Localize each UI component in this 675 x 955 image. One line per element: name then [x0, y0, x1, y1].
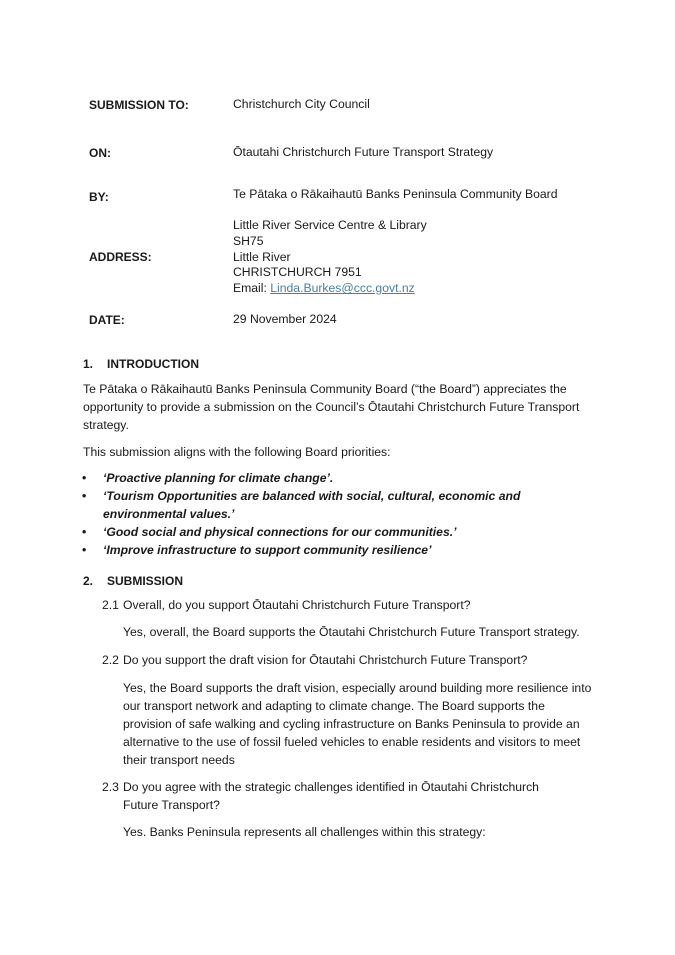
- item-number: 2.1: [102, 598, 119, 612]
- item-answer: Yes. Banks Peninsula represents all challenges within this strategy:: [123, 825, 486, 839]
- address-line: Little River Service Centre & Library: [233, 218, 427, 232]
- priority-item: • ‘Improve infrastructure to support community resilience’: [82, 541, 582, 559]
- section-1-number: 1.: [83, 357, 94, 371]
- section-2-heading: SUBMISSION: [107, 574, 184, 588]
- submission-to-value: Christchurch City Council: [233, 97, 370, 111]
- priorities-intro: This submission aligns with the following Board priorities:: [83, 445, 391, 459]
- item-question: Do you agree with the strategic challenges identified in Ōtautahi Christchurch Future Transport?: [123, 780, 539, 812]
- on-value: Ōtautahi Christchurch Future Transport Strategy: [233, 145, 494, 159]
- item-number: 2.3: [102, 780, 119, 794]
- item-question: Overall, do you support Ōtautahi Christchurch Future Transport?: [123, 598, 471, 612]
- item-number: 2.2: [102, 653, 119, 667]
- on-label: ON:: [89, 146, 111, 160]
- item-answer: Yes, overall, the Board supports the Ōtautahi Christchurch Future Transport strategy.: [123, 625, 580, 639]
- address-label: ADDRESS:: [89, 250, 152, 264]
- email-line: [233, 281, 427, 297]
- address-line: CHRISTCHURCH 7951: [233, 265, 362, 280]
- priority-item: • ‘Good social and physical connections for our communities.’: [82, 523, 582, 541]
- priorities-list: [82, 469, 582, 559]
- intro-paragraph: Te Pātaka o Rākaihautū Banks Peninsula Community Board (“the Board”) appreciates the opportunity to provide a submission on the Council’s Ōtautahi Christchurch Future Transport strategy.: [83, 382, 580, 432]
- item-question: Do you support the draft vision for Ōtautahi Christchurch Future Transport?: [123, 653, 528, 667]
- submission-to-label: SUBMISSION TO:: [89, 98, 189, 112]
- priority-item: • ‘Proactive planning for climate change’.: [82, 469, 582, 487]
- by-label: BY:: [89, 190, 109, 204]
- address-line: Little River: [233, 249, 291, 264]
- date-value: 29 November 2024: [233, 312, 337, 326]
- priority-item: • ‘Tourism Opportunities are balanced with social, cultural, economic and environmental values.’: [82, 487, 582, 523]
- email-prefix: Email:: [233, 281, 271, 296]
- item-answer: Yes, the Board supports the draft vision, especially around building more resilience into our transport network and adapting to climate change. The Board supports the provision of safe walking and cycling infrastructure on Banks Peninsula to provide an alternative to the use of fossil fueled vehicles to enable residents and visitors to meet their transport needs: [123, 681, 592, 767]
- address-block: [233, 218, 427, 297]
- by-value: Te Pātaka o Rākaihautū Banks Peninsula Community Board: [233, 187, 558, 201]
- section-2-number: 2.: [83, 574, 94, 588]
- section-1-heading: INTRODUCTION: [107, 357, 199, 371]
- email-link[interactable]: Linda.Burkes@ccc.govt.nz: [270, 281, 415, 296]
- date-label: DATE:: [89, 313, 125, 327]
- address-line: SH75: [233, 233, 264, 248]
